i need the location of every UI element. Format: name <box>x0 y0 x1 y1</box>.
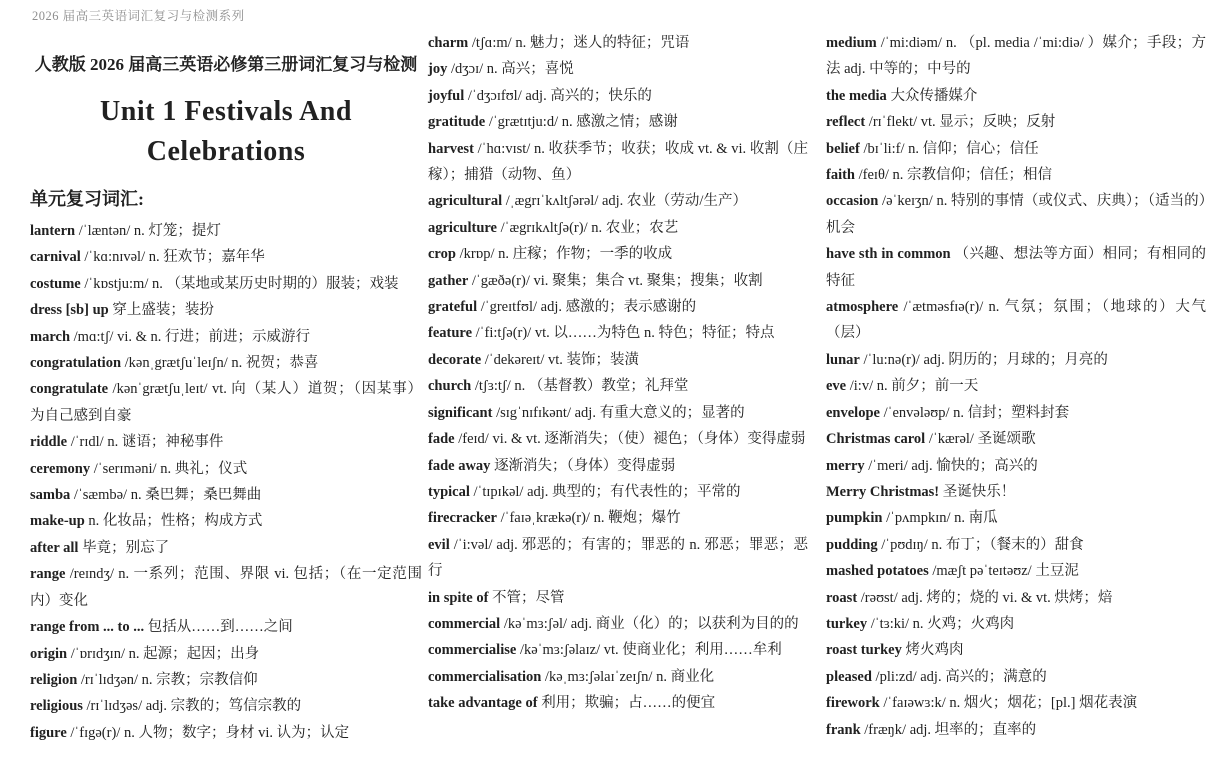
vocab-definition: /ˈpʌmpkɪn/ n. 南瓜 <box>882 510 998 527</box>
vocab-headword: dress [sb] up <box>30 302 109 319</box>
unit-title <box>30 92 422 172</box>
vocab-entry <box>826 611 1206 637</box>
vocab-headword: the media <box>826 87 887 104</box>
vocab-definition: /ˈkɑ:nɪvəl/ n. 狂欢节；嘉年华 <box>80 249 265 266</box>
vocab-headword: riddle <box>30 434 68 451</box>
vocab-headword: march <box>30 328 71 345</box>
vocab-headword: firecracker <box>428 510 497 527</box>
vocab-headword: congratulation <box>30 355 122 372</box>
vocab-definition: /ˈtɪpɪkəl/ adj. 典型的；有代表性的；平常的 <box>469 483 741 500</box>
vocab-headword: religious <box>30 698 83 715</box>
vocab-definition: /kəˌmɜ:ʃəlaɪˈzeɪʃn/ n. 商业化 <box>541 668 715 685</box>
vocab-definition: /ˈtɜ:ki/ n. 火鸡；火鸡肉 <box>867 615 1015 632</box>
section-heading: 单元复习词汇: <box>30 189 144 209</box>
vocab-entry <box>30 561 422 614</box>
vocab-headword: church <box>428 378 472 395</box>
vocab-headword: reflect <box>826 114 866 131</box>
vocab-entry <box>826 585 1206 611</box>
vocab-definition: /mɑ:tʃ/ vi. & n. 行进；前进；示威游行 <box>70 328 311 345</box>
vocab-headword: occasion <box>826 193 879 210</box>
vocab-entry <box>826 294 1206 347</box>
vocab-headword: pudding <box>826 536 878 553</box>
vocab-entry <box>30 324 422 350</box>
vocab-entry <box>826 136 1206 162</box>
vocab-entry <box>428 505 808 531</box>
vocab-definition: /ˈætməsfɪə(r)/ n. 气氛；氛围；（地球的）大气（层） <box>826 299 1206 342</box>
vocab-entry <box>826 188 1206 241</box>
vocab-entry <box>428 611 808 637</box>
vocab-entry <box>428 479 808 505</box>
vocab-definition: 穿上盛装；装扮 <box>108 302 214 319</box>
vocab-entry <box>826 690 1206 716</box>
vocab-headword: lunar <box>826 351 860 368</box>
vocab-entry <box>30 376 422 429</box>
vocab-definition: /rɪˈlɪdʒəs/ adj. 宗教的；笃信宗教的 <box>82 698 302 715</box>
doc-title: 人教版 2026 届高三英语必修第三册词汇复习与检测 <box>34 55 418 74</box>
vocab-headword: frank <box>826 721 861 738</box>
vocab-definition: /ˈfaɪəwɜ:k/ n. 烟火；烟花；[pl.] 烟花表演 <box>879 695 1138 712</box>
vocab-definition: /ˈhɑ:vɪst/ n. 收获季节；收获；收成 vt. & vi. 收割（庄稼）；捕猎（动物、鱼） <box>428 140 808 184</box>
vocab-entry <box>428 690 808 716</box>
vocab-entry <box>826 400 1206 426</box>
vocab-headword: range <box>30 566 66 583</box>
vocab-definition: /ˈrɪdl/ n. 谜语；神秘事件 <box>67 434 224 451</box>
vocab-definition: /ˈenvələʊp/ n. 信封；塑料封套 <box>879 404 1070 421</box>
vocab-definition: /ˈgreɪtfʊl/ adj. 感激的；表示感谢的 <box>477 299 697 316</box>
vocab-definition: 圣诞快乐！ <box>939 483 1016 500</box>
vocab-entry <box>826 637 1206 663</box>
vocab-definition: 逐渐消失；（身体）变得虚弱 <box>490 457 676 474</box>
vocab-entry <box>428 320 808 346</box>
vocab-headword: carnival <box>30 249 81 266</box>
vocab-list-left <box>30 218 422 746</box>
vocab-entry <box>826 162 1206 188</box>
vocab-definition: /ˈgæðə(r)/ vi. 聚集；集合 vt. 聚集；搜集；收割 <box>468 272 763 289</box>
vocab-headword: mashed potatoes <box>826 563 929 580</box>
vocab-entry <box>428 426 808 452</box>
column-left <box>30 30 422 746</box>
vocab-headword: firework <box>826 695 880 712</box>
vocab-entry <box>826 717 1206 743</box>
vocab-headword: atmosphere <box>826 299 899 316</box>
vocab-definition: 烤火鸡肉 <box>901 642 964 659</box>
vocab-headword: commercialisation <box>428 668 542 685</box>
vocab-headword: make-up <box>30 513 85 530</box>
vocab-headword: lantern <box>30 223 76 239</box>
vocab-definition: /rəʊst/ adj. 烤的；烧的 vi. & vt. 烘烤；焙 <box>857 589 1113 606</box>
vocab-entry <box>826 109 1206 135</box>
vocab-headword: have sth in common <box>826 246 951 263</box>
vocab-entry <box>826 453 1206 479</box>
vocab-headword: crop <box>428 246 456 263</box>
vocab-definition: /mæʃt pəˈteɪtəʊz/ 土豆泥 <box>928 563 1079 580</box>
vocab-definition: /tʃɜ:tʃ/ n. （基督教）教堂；礼拜堂 <box>471 378 689 395</box>
vocab-entry <box>30 693 422 719</box>
vocab-headword: agriculture <box>428 219 497 236</box>
vocab-definition: 包括从……到……之间 <box>144 619 293 636</box>
vocab-definition: /kənˌgrætʃuˈleɪʃn/ n. 祝贺；恭喜 <box>121 355 319 372</box>
vocab-headword: typical <box>428 483 470 500</box>
vocab-headword: after all <box>30 539 79 556</box>
vocab-definition: /kəˈmɜ:ʃəlaɪz/ vt. 使商业化；利用……牟利 <box>516 642 782 659</box>
vocab-definition: /ˈmi:diəm/ n. （pl. media /ˈmi:diə/ ）媒介；手段；方法 adj. 中等的；中号的 <box>826 35 1206 78</box>
vocab-headword: faith <box>826 167 855 184</box>
vocab-headword: eve <box>826 378 847 395</box>
unit-title-line2: Celebrations <box>146 136 306 167</box>
vocab-entry <box>428 532 808 585</box>
vocab-headword: roast <box>826 589 858 606</box>
vocab-definition: /ˈpʊdɪŋ/ n. 布丁；（餐末的）甜食 <box>877 536 1084 553</box>
vocab-entry <box>826 373 1206 399</box>
vocab-headword: costume <box>30 275 81 292</box>
vocab-definition: /krɒp/ n. 庄稼；作物；一季的收成 <box>455 246 673 263</box>
vocab-entry <box>30 508 422 534</box>
vocab-entry <box>428 347 808 373</box>
vocab-definition: /ˈi:vəl/ adj. 邪恶的；有害的；罪恶的 n. 邪恶；罪恶；恶行 <box>428 536 808 580</box>
vocab-entry <box>826 426 1206 452</box>
vocab-definition: /bɪˈli:f/ n. 信仰；信心；信任 <box>859 140 1039 157</box>
vocab-definition: /ˈkɒstju:m/ n. （某地或某历史时期的）服装；戏装 <box>80 275 399 292</box>
vocab-headword: evil <box>428 536 450 553</box>
vocab-headword: joyful <box>428 87 465 104</box>
vocab-headword: decorate <box>428 351 482 368</box>
vocab-headword: feature <box>428 325 473 342</box>
vocab-definition: /pli:zd/ adj. 高兴的；满意的 <box>871 668 1047 685</box>
vocab-headword: samba <box>30 487 71 504</box>
vocab-definition: /sɪgˈnɪfɪkənt/ adj. 有重大意义的；显著的 <box>492 404 745 421</box>
column-middle <box>428 30 808 717</box>
vocab-definition: /ˈlu:nə(r)/ adj. 阴历的；月球的；月亮的 <box>859 351 1108 368</box>
vocab-entry <box>428 294 808 320</box>
vocab-entry <box>30 641 422 667</box>
vocab-entry <box>826 241 1206 294</box>
vocab-headword: turkey <box>826 615 868 632</box>
vocab-entry <box>30 429 422 455</box>
vocab-entry <box>428 585 808 611</box>
vocab-entry <box>30 297 422 323</box>
unit-title-line1: Unit 1 Festivals And <box>100 96 352 127</box>
vocab-headword: charm <box>428 35 469 51</box>
vocab-entry <box>30 614 422 640</box>
vocab-headword: grateful <box>428 299 478 316</box>
vocab-entry <box>30 244 422 270</box>
vocab-definition: /ˈfi:tʃə(r)/ vt. 以……为特色 n. 特色；特征；特点 <box>472 325 775 342</box>
vocab-definition: /ˈlæntən/ n. 灯笼；提灯 <box>75 223 221 239</box>
vocab-list-middle <box>428 30 808 717</box>
page-header: 2026 届高三英语词汇复习与检测系列 <box>32 9 245 23</box>
vocab-headword: fade away <box>428 457 491 474</box>
vocab-headword: commercialise <box>428 642 517 659</box>
vocab-headword: ceremony <box>30 460 91 477</box>
vocab-definition: /ˈkærəl/ 圣诞颂歌 <box>925 431 1036 448</box>
vocab-headword: roast turkey <box>826 642 902 659</box>
vocab-entry <box>826 347 1206 373</box>
vocab-headword: congratulate <box>30 381 109 398</box>
vocab-headword: in spite of <box>428 589 489 606</box>
vocab-entry <box>428 453 808 479</box>
vocab-headword: pleased <box>826 668 872 685</box>
vocab-entry <box>428 664 808 690</box>
vocab-definition: /ˈdʒɔɪfʊl/ adj. 高兴的；快乐的 <box>464 87 652 104</box>
vocab-entry <box>428 109 808 135</box>
vocab-entry <box>428 56 808 82</box>
vocab-entry <box>428 136 808 189</box>
vocab-definition: 大众传播媒介 <box>886 87 978 104</box>
vocab-definition: /i:v/ n. 前夕；前一天 <box>846 378 979 395</box>
vocab-headword: harvest <box>428 140 474 157</box>
vocab-entry <box>826 479 1206 505</box>
vocab-definition: 利用；欺骗；占……的便宜 <box>537 695 716 712</box>
vocab-entry <box>826 83 1206 109</box>
vocab-headword: envelope <box>826 404 880 421</box>
vocab-definition: /ˈfɪgə(r)/ n. 人物；数字；身材 vi. 认为；认定 <box>66 724 350 741</box>
vocab-definition: /ˈfaɪəˌkrækə(r)/ n. 鞭炮；爆竹 <box>496 510 681 527</box>
vocab-headword: take advantage of <box>428 695 538 712</box>
vocab-entry <box>30 720 422 746</box>
vocab-headword: gratitude <box>428 114 486 131</box>
vocab-list-right <box>826 30 1206 743</box>
vocab-definition: /əˈkeɪʒn/ n. 特别的事情（或仪式、庆典）；（适当的）机会 <box>826 193 1206 236</box>
vocab-definition: （兴趣、想法等方面）相同；有相同的特征 <box>826 246 1206 289</box>
vocab-headword: origin <box>30 645 68 662</box>
vocab-entry <box>428 241 808 267</box>
vocab-entry <box>428 188 808 214</box>
vocab-headword: merry <box>826 457 865 474</box>
vocab-definition: 毕竟；别忘了 <box>78 539 170 556</box>
vocab-entry <box>826 664 1206 690</box>
vocab-definition: n. 化妆品；性格；构成方式 <box>84 513 263 530</box>
vocab-definition: /ˈmeri/ adj. 愉快的；高兴的 <box>864 457 1038 474</box>
vocab-definition: /ˈgrætɪtju:d/ n. 感激之情；感谢 <box>485 114 678 131</box>
vocab-definition: 不管；尽管 <box>488 589 565 606</box>
vocab-headword: Christmas carol <box>826 431 926 448</box>
vocab-headword: figure <box>30 724 67 741</box>
vocab-definition: /ˈdekəreɪt/ vt. 装饰；装潢 <box>481 351 639 368</box>
vocab-definition: /ˌægrɪˈkʌltʃərəl/ adj. 农业（劳动/生产） <box>502 193 747 210</box>
vocab-entry <box>30 535 422 561</box>
vocab-entry <box>826 558 1206 584</box>
vocab-entry <box>428 30 808 56</box>
vocab-entry <box>826 532 1206 558</box>
vocab-headword: fade <box>428 431 455 448</box>
vocab-headword: pumpkin <box>826 510 883 527</box>
vocab-entry <box>30 350 422 376</box>
vocab-headword: joy <box>428 61 448 78</box>
vocab-entry <box>30 456 422 482</box>
vocab-entry <box>826 505 1206 531</box>
vocab-headword: agricultural <box>428 193 503 210</box>
vocab-definition: /kənˈgrætʃuˌleɪt/ vt. 向（某人）道贺；（因某事）为自己感到自豪 <box>30 381 422 424</box>
vocab-definition: /feɪθ/ n. 宗教信仰；信任；相信 <box>855 167 1053 184</box>
vocab-headword: range from ... to ... <box>30 619 145 636</box>
vocab-entry <box>30 482 422 508</box>
vocab-definition: /fræŋk/ adj. 坦率的；直率的 <box>860 721 1037 738</box>
vocab-definition: /kəˈmɜ:ʃəl/ adj. 商业（化）的；以获利为目的的 <box>500 615 799 632</box>
vocab-definition: /dʒɔɪ/ n. 高兴；喜悦 <box>447 61 574 78</box>
vocab-headword: significant <box>428 404 493 421</box>
vocab-entry <box>428 400 808 426</box>
vocab-definition: /ˈɒrɪdʒɪn/ n. 起源；起因；出身 <box>67 645 260 662</box>
vocab-definition: /reɪndʒ/ n. 一系列；范围、界限 vi. 包括；（在一定范围内）变化 <box>30 566 422 609</box>
vocab-definition: /ˈsæmbə/ n. 桑巴舞；桑巴舞曲 <box>70 487 262 504</box>
vocab-entry <box>30 218 422 244</box>
vocab-headword: medium <box>826 35 877 51</box>
vocab-entry <box>428 373 808 399</box>
vocab-definition: /ˈserɪməni/ n. 典礼；仪式 <box>90 460 248 477</box>
vocab-headword: Merry Christmas! <box>826 483 940 500</box>
vocab-entry <box>30 667 422 693</box>
vocab-headword: belief <box>826 140 860 157</box>
vocab-definition: /feɪd/ vi. & vt. 逐渐消失；（使）褪色；（身体）变得虚弱 <box>454 431 806 448</box>
vocab-headword: gather <box>428 272 469 289</box>
vocab-definition: /ˈægrɪkʌltʃə(r)/ n. 农业；农艺 <box>497 219 679 236</box>
vocab-definition: /rɪˈflekt/ vt. 显示；反映；反射 <box>865 114 1056 131</box>
vocab-entry <box>826 30 1206 83</box>
vocab-entry <box>428 215 808 241</box>
vocab-entry <box>30 271 422 297</box>
vocab-definition: /tʃɑ:m/ n. 魅力；迷人的特征；咒语 <box>468 35 690 51</box>
vocab-definition: /rɪˈlɪdʒən/ n. 宗教；宗教信仰 <box>77 671 258 688</box>
column-right <box>826 30 1206 743</box>
vocab-entry <box>428 83 808 109</box>
vocab-entry <box>428 637 808 663</box>
vocab-headword: commercial <box>428 615 501 632</box>
vocab-headword: religion <box>30 671 78 688</box>
vocab-entry <box>428 268 808 294</box>
